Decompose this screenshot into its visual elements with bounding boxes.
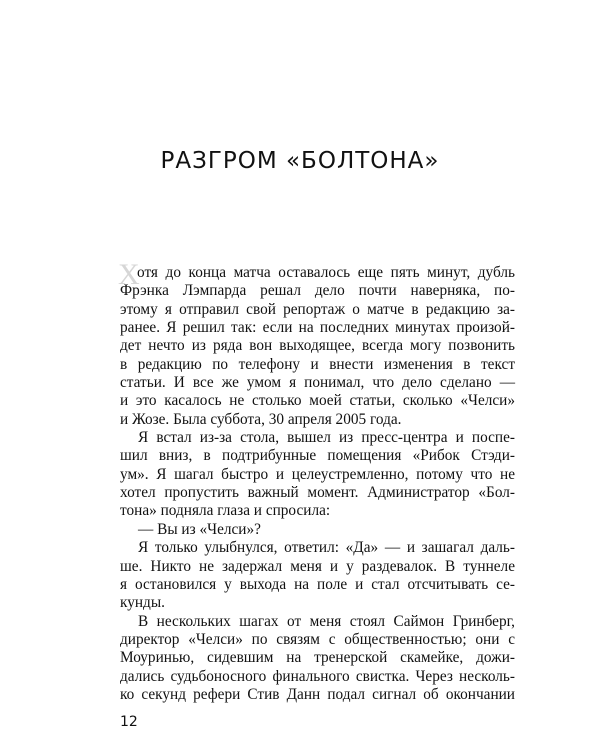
paragraph bbox=[120, 429, 515, 521]
text-line: дались судьбоносного финального свистка. Через несколь- bbox=[120, 667, 515, 685]
text-line: В нескольких шагах от меня стоял Саймон Гринберг, bbox=[138, 612, 515, 630]
text-line: и Жозе. Была суббота, 30 апреля 2005 года. bbox=[120, 410, 402, 428]
text-line: ше. Никто не задержал меня и у раздевалок. В туннеле bbox=[120, 557, 515, 575]
chapter-title: РАЗГРОМ «БОЛТОНА» bbox=[160, 148, 440, 174]
paragraph bbox=[120, 539, 515, 612]
text-line: Я только улыбнулся, ответил: «Да» — и зашагал даль- bbox=[138, 539, 515, 557]
text-line: дет нечто из ряда вон выходящее, всегда могу позвонить bbox=[120, 337, 515, 355]
text-line: этому я отправил свой репортаж о матче в редакцию за- bbox=[120, 300, 515, 318]
text-line: в редакцию по телефону и внести изменения в текст bbox=[120, 355, 515, 373]
text-line: тона» подняла глаза и спросила: bbox=[120, 502, 331, 520]
text-line: хотел пропустить важный момент. Администратор «Бол- bbox=[120, 484, 515, 502]
body-text bbox=[118, 258, 515, 704]
paragraph bbox=[120, 521, 515, 539]
page-number: 12 bbox=[120, 714, 138, 730]
text-line: Моуринью, сидевшим на тренерской скамейке, дожи- bbox=[120, 649, 515, 667]
text-line: и это касалось не столько моей статьи, сколько «Челси» bbox=[120, 392, 515, 410]
drop-cap: Х bbox=[118, 258, 140, 291]
text-line: ранее. Я решил так: если на последних минутах произой- bbox=[120, 319, 515, 337]
text-line: шил вниз, в подтрибунные помещения «Рибок Стэди- bbox=[120, 447, 515, 465]
paragraph bbox=[120, 613, 515, 705]
text-line-content: отя до конца матча оставалось еще пять минут, дубль bbox=[137, 264, 515, 281]
text-line: Фрэнка Лэмпарда решал дело почти наверняка, по- bbox=[120, 282, 515, 300]
text-line: директор «Челси» по связям с общественностью; они с bbox=[120, 630, 515, 648]
text-line: статьи. И все же умом я понимал, что дело сделано — bbox=[120, 374, 515, 392]
text-line: ум». Я шагал быстро и целеустремленно, потому что не bbox=[120, 465, 515, 483]
text-line: кунды. bbox=[120, 594, 165, 612]
text-line: я остановился у выхода на поле и стал отсчитывать се- bbox=[120, 575, 515, 593]
paragraph bbox=[118, 258, 515, 429]
text-line: — Вы из «Челси»? bbox=[138, 520, 261, 538]
text-line: ко секунд рефери Стив Данн подал сигнал об окончании bbox=[120, 685, 515, 703]
text-line: Я встал из-за стола, вышел из пресс-центра и поспе- bbox=[138, 429, 515, 447]
